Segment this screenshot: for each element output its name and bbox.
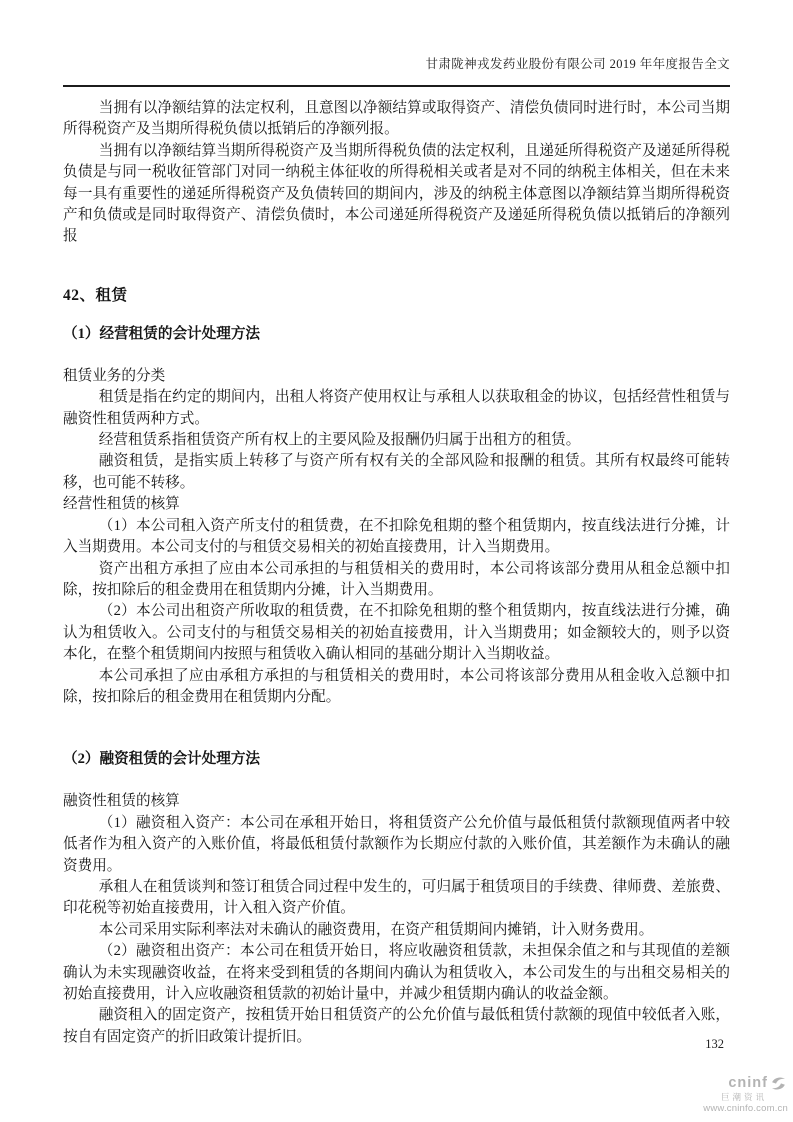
subsection-heading-finance-lease: （2）融资租赁的会计处理方法 — [63, 751, 261, 768]
paragraph: 当拥有以净额结算当期所得税资产及当期所得税负债的法定权利，且递延所得税资产及递延所得税负债是与同一税收征管部门对同一纳税主体征收的所得税相关或者是对不同的纳税主体相关，但在未来每一具有重要性的递延所得税资产及负债转回的期间内，涉及的纳税主体意图以净额结算当期所得税资产和负债或是同时取得资产、清偿负债时，本公司递延所得税资产及递延所得税负债以抵销后的净额列报 — [63, 142, 730, 245]
paragraph: 融资租入的固定资产，按租赁开始日租赁资产的公允价值与最低租赁付款额的现值中较低者入账，按自有固定资产的折旧政策计提折旧。 — [63, 1007, 730, 1045]
cninfo-logo-row — [670, 1075, 790, 1092]
paragraph: （2）本公司出租资产所收取的租赁费，在不扣除免租期的整个租赁期内，按直线法进行分摊，确认为租赁收入。公司支付的与租赁交易相关的初始直接费用，计入当期费用；如金额较大的，则予以资本化，在整个租赁期间内按照与租赁收入确认相同的基础分期计入当期收益。 — [63, 603, 730, 663]
paragraph: 承租人在租赁谈判和签订租赁合同过程中发生的，可归属于租赁项目的手续费、律师费、差旅费、印花税等初始直接费用，计入租入资产价值。 — [63, 878, 730, 917]
body-line: 经营性租赁的核算 — [63, 496, 180, 513]
page-number: 132 — [705, 1037, 724, 1051]
paragraph: （2）融资租出资产：本公司在租赁开始日，将应收融资租赁款，未担保余值之和与其现值的差额确认为未实现融资收益，在将来受到租赁的各期间内确认为租赁收入，本公司发生的与出租交易相关的初始直接费用，计入应收融资租赁款的初始计量中，并减少租赁期内确认的收益金额。 — [63, 943, 730, 1002]
paragraph: （1）融资租入资产：本公司在承租开始日，将租赁资产公允价值与最低租赁付款额现值两者中较低者作为租入资产的入账价值，将最低租赁付款额作为长期应付款的入账价值，其差额作为未确认的融资费用。 — [63, 814, 730, 874]
header-title: 甘肃陇神戎发药业股份有限公司 2019 年年度报告全文 — [425, 57, 730, 71]
cninfo-caption: 巨潮资讯 — [720, 1092, 767, 1102]
paragraph: 租赁是指在约定的期间内，出租人将资产使用权让与承租人以获取租金的协议，包括经营性租赁与融资性租赁两种方式。 — [63, 389, 730, 427]
paragraph: 当拥有以净额结算的法定权利，且意图以净额结算或取得资产、清偿负债同时进行时，本公司当期所得税资产及当期所得税负债以抵销后的净额列报。 — [63, 100, 730, 138]
cninfo-swirl-icon — [770, 1075, 787, 1092]
document-body — [63, 98, 730, 1048]
body-line: 融资性租赁的核算 — [63, 793, 180, 810]
cninfo-url: www.cninfo.com.cn — [703, 1103, 788, 1115]
page-header — [63, 54, 730, 87]
paragraph: 本公司承担了应由承租方承担的与租赁相关的费用时，本公司将该部分费用从租金收入总额中扣除，按扣除后的租金费用在租赁期内分配。 — [63, 667, 730, 705]
body-line: 租赁业务的分类 — [63, 367, 166, 384]
cninfo-wordmark: cninf — [728, 1074, 768, 1091]
paragraph: 经营租赁系指租赁资产所有权上的主要风险及报酬仍归属于出租方的租赁。 — [98, 432, 581, 449]
section-heading-leases: 42、租赁 — [63, 286, 128, 304]
cninfo-logo — [670, 1075, 790, 1115]
paragraph: 资产出租方承担了应由本公司承担的与租赁相关的费用时，本公司将该部分费用从租金总额中扣除，按扣除后的租金费用在租赁期内分摊，计入当期费用。 — [63, 560, 730, 598]
paragraph: 本公司采用实际利率法对未确认的融资费用，在资产租赁期间内摊销，计入财务费用。 — [98, 921, 654, 938]
subsection-heading-operating-lease: （1）经营租赁的会计处理方法 — [63, 325, 261, 342]
paragraph: 融资租赁，是指实质上转移了与资产所有权有关的全部风险和报酬的租赁。其所有权最终可能转移，也可能不转移。 — [63, 453, 730, 491]
paragraph: （1）本公司租入资产所支付的租赁费，在不扣除免租期的整个租赁期内，按直线法进行分摊，计入当期费用。本公司支付的与租赁交易相关的初始直接费用，计入当期费用。 — [63, 517, 730, 556]
